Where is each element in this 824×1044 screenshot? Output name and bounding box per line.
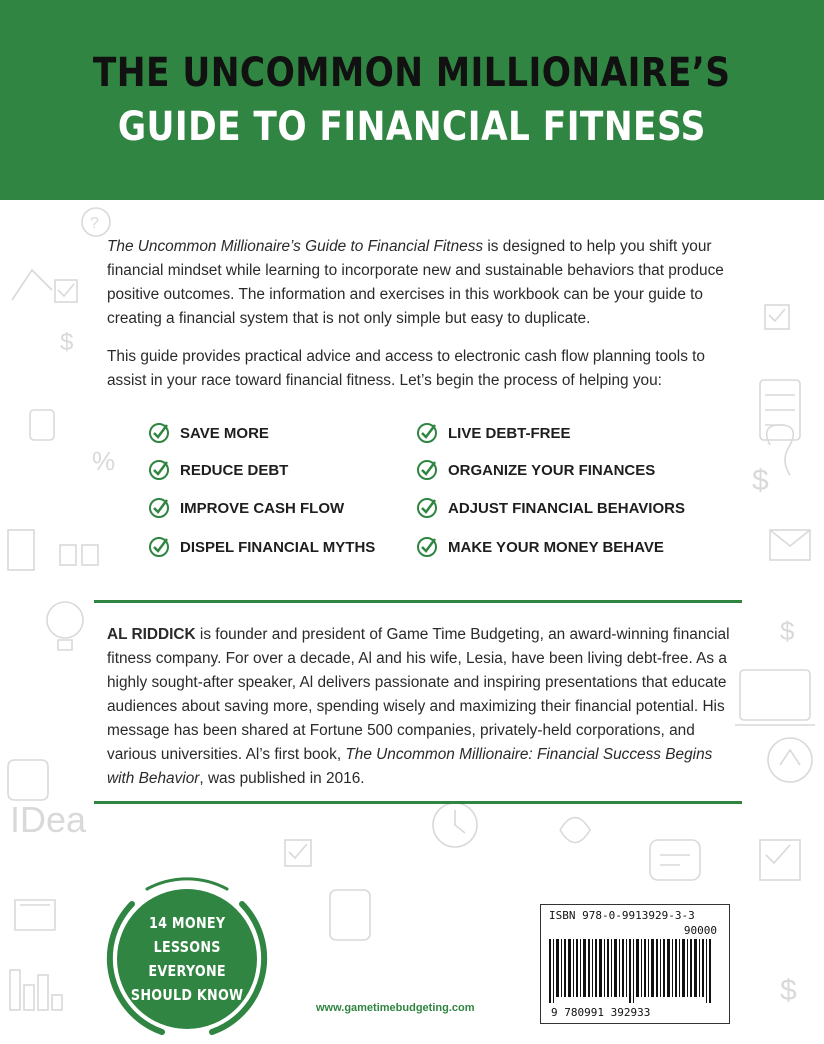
checklist-item [416,459,655,481]
check-icon [148,497,170,519]
check-icon [416,459,438,481]
intro-text [107,235,737,407]
svg-text:$: $ [752,464,769,497]
intro-book-title: The Uncommon Millionaire’s Guide to Financial Fitness [107,238,484,255]
checklist-item [416,422,571,444]
checklist-item [416,497,685,519]
author-name: AL RIDDICK [107,626,196,643]
author-bio-body: is founder and president of Game Time Budgeting, an award-winning financial fitness company. For over a decade, Al and his wife, Lesia, have been living debt-free. As a highly sought-after speaker, Al delivers passionate and inspiring presentations that educate audiences about saving more, spending wisely and maximizing their financial potential. His message has been shared at Fortune 500 companies, privately-held corporations, and various universities. Al’s first book, [107,626,730,763]
svg-text:$: $ [60,329,74,356]
checklist-item [148,422,269,444]
divider-top [94,600,742,603]
checklist-label: REDUCE DEBT [180,461,289,479]
checklist-label: DISPEL FINANCIAL MYTHS [180,538,376,556]
barcode-number: 9 780991 392933 [551,1006,651,1019]
checklist-label: ORGANIZE YOUR FINANCES [448,461,656,479]
divider-bottom [94,801,742,804]
check-icon [148,459,170,481]
checklist-label: MAKE YOUR MONEY BEHAVE [448,538,664,556]
checklist-item [148,497,344,519]
badge-text: 14 MONEY LESSONS EVERYONE SHOULD KNOW [130,914,244,1004]
svg-text:$: $ [780,974,797,1007]
checklist-item [416,536,664,558]
svg-text:%: % [92,446,116,476]
checklist-item [148,536,375,558]
checklist-item [148,459,288,481]
checklist-label: LIVE DEBT-FREE [448,424,571,442]
barcode-bars-icon [549,939,721,1003]
svg-text:$: $ [780,616,795,646]
author-bio [107,623,737,791]
isbn-number: ISBN 978-0-9913929-3-3 [549,909,695,922]
title-banner [0,0,824,200]
book-title-line-2: GUIDE TO FINANCIAL FITNESS [117,104,706,150]
money-lessons-badge [92,864,282,1044]
isbn-barcode [540,904,730,1024]
checklist-label: ADJUST FINANCIAL BEHAVIORS [448,499,685,517]
check-icon [416,536,438,558]
check-icon [416,422,438,444]
check-icon [416,497,438,519]
barcode-price-code: 90000 [683,924,717,937]
author-bio-ending: , was published in 2016. [199,770,365,787]
svg-text:IDea: IDea [10,799,87,840]
intro-paragraph-1-body: is designed to help you shift your financial mindset while learning to incorporate new and sustainable behaviors that produce positive outcomes. The information and exercises in this workbook can be your guide to creating a financial system that is not only simple but easy to duplicate. [107,238,724,327]
check-icon [148,422,170,444]
check-icon [148,536,170,558]
badge-circle [117,889,257,1029]
website-link[interactable]: www.gametimebudgeting.com [316,1002,475,1014]
book-title-line-1: THE UNCOMMON MILLIONAIRE’S [93,50,731,96]
intro-paragraph-1 [107,235,737,331]
intro-paragraph-2: This guide provides practical advice and access to electronic cash flow planning tools to assist in your race toward financial fitness. Let’s begin the process of helping you: [107,348,705,389]
svg-text:?: ? [90,215,99,232]
author-first-book-title: The Uncommon Millionaire: Financial Success Begins with Behavior [107,746,713,787]
checklist-label: IMPROVE CASH FLOW [180,499,345,517]
checklist-label: SAVE MORE [180,424,269,442]
